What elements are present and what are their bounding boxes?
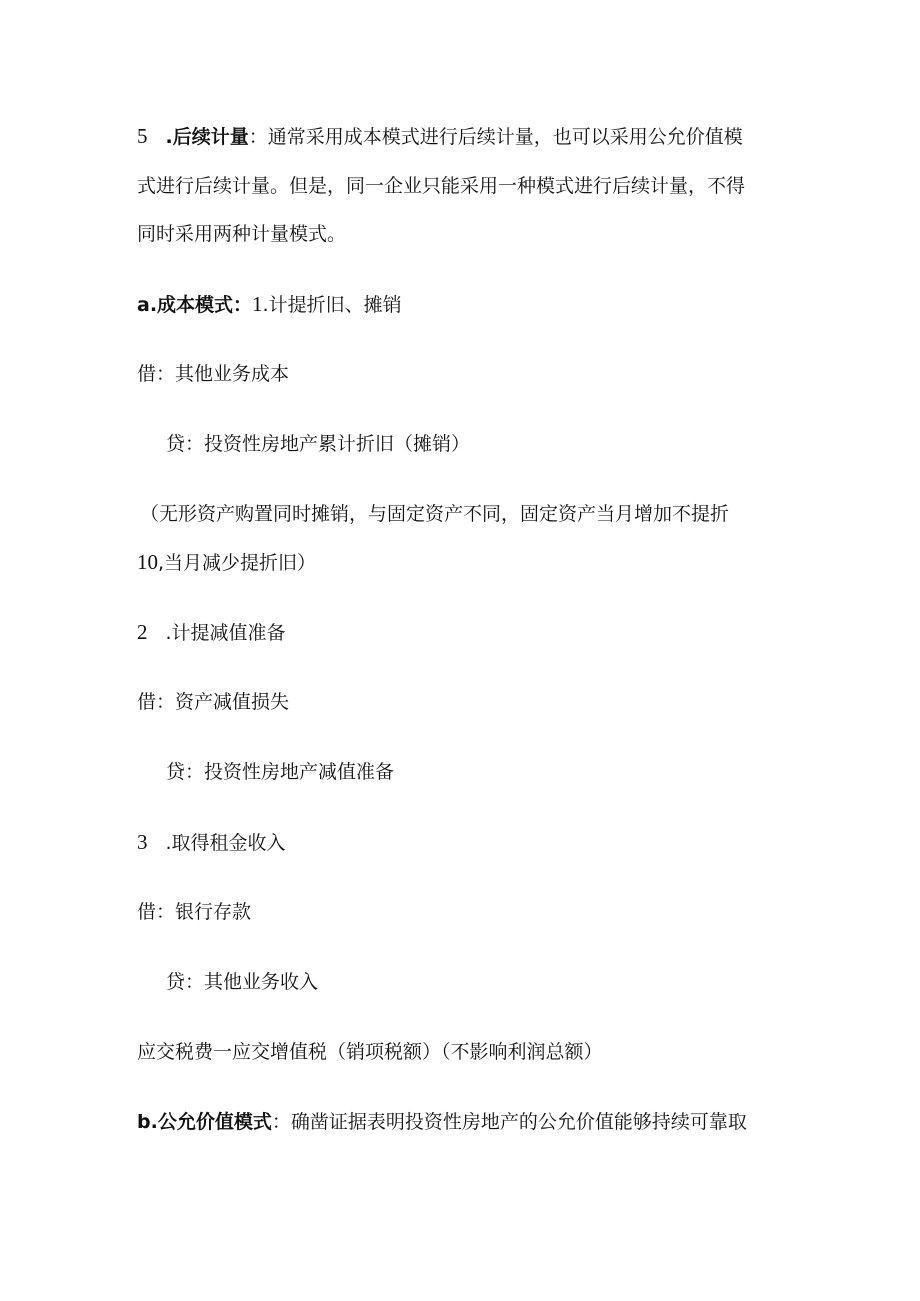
- item-text: .计提减值准备: [165, 622, 286, 644]
- debit-entry-bank-deposit: 借：银行存款: [137, 901, 252, 923]
- item-text: .取得租金收入: [165, 832, 286, 854]
- tax-payable-entry: 应交税费一应交增值税（销项税额）（不影响利润总额）: [137, 1041, 603, 1063]
- section-heading: 后续计量: [172, 126, 249, 148]
- item-text: .计提折旧、摊销: [262, 294, 402, 316]
- fair-value-model-text: ：确凿证据表明投资性房地产的公允价值能够持续可靠取: [271, 1111, 747, 1133]
- fair-value-model-line: [137, 1110, 747, 1134]
- cost-model-heading: [137, 292, 402, 317]
- credit-entry-accumulated-depreciation: 贷：投资性房地产累计折旧（摊销）: [166, 433, 471, 455]
- item-rental-income: [137, 830, 286, 855]
- fair-value-model-label: b.公允价值模式: [137, 1111, 272, 1133]
- credit-entry-other-business-income: 贷：其他业务收入: [166, 971, 319, 993]
- credit-entry-impairment-provision: 贷：投资性房地产减值准备: [166, 761, 395, 783]
- paragraph-subsequent-measurement-line2: 式进行后续计量。但是，同一企业只能采用一种模式进行后续计量，不得: [137, 175, 746, 197]
- item-dot: .: [165, 126, 173, 148]
- item-number: 5: [137, 124, 148, 148]
- note-text: ,当月减少提折旧）: [158, 552, 317, 574]
- note-intangible-assets-line1: （无形资产购置同时摊销，与固定资产不同，固定资产当月增加不提折: [140, 503, 730, 525]
- note-number: 10: [137, 550, 158, 574]
- paragraph-text: ：通常采用成本模式进行后续计量，也可以采用公允价值模: [248, 126, 743, 148]
- item-impairment-provision: [137, 620, 286, 645]
- cost-model-label: a.成本模式：: [137, 294, 253, 316]
- paragraph-subsequent-measurement-line1: [137, 124, 743, 149]
- debit-entry-asset-impairment-loss: 借：资产减值损失: [137, 691, 290, 713]
- note-intangible-assets-line2: [137, 550, 316, 575]
- item-number: 3: [137, 830, 148, 854]
- debit-entry-other-business-cost: 借：其他业务成本: [137, 363, 290, 385]
- item-number: 1: [252, 292, 263, 316]
- paragraph-subsequent-measurement-line3: 同时采用两种计量模式。: [137, 223, 347, 245]
- item-number: 2: [137, 620, 148, 644]
